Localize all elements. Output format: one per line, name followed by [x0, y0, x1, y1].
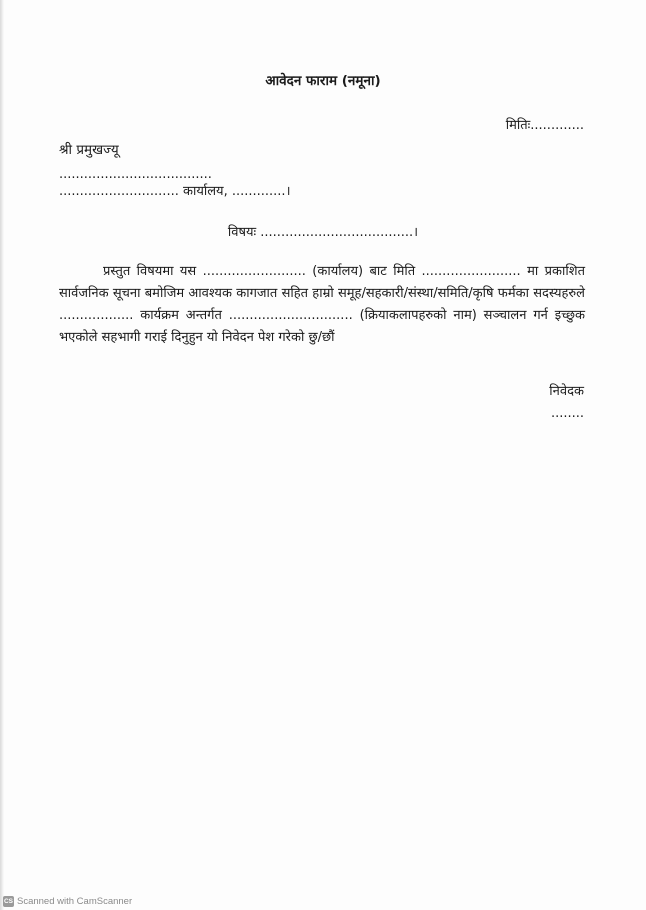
address-line-2: ............................. कार्यालय, .............।	[59, 184, 291, 199]
addressee: श्री प्रमुखज्यू	[59, 142, 119, 158]
subject-line: विषयः .....................................।	[227, 225, 419, 240]
signer-signature-line: ........	[550, 406, 584, 421]
form-title: आवेदन फाराम (नमूना)	[265, 73, 381, 89]
address-line-1: .....................................	[59, 167, 212, 182]
scan-edge-shadow	[0, 0, 4, 910]
camscanner-watermark	[3, 896, 132, 907]
camscanner-logo-icon: CS	[3, 898, 14, 905]
watermark-text: Scanned with CamScanner	[17, 896, 133, 907]
body-paragraph: प्रस्तुत विषयमा यस ......................... (कार्यालय) बाट मिति ........................ मा प्रकाशित सार्वजनिक सूचना बमोजिम आवश्यक कागजात सहित हाम्रो समूह/सहकारी/संस्था/समिति/कृषि फर्मका सदस्यहरुले .................. कार्यक्रम अन्तर्गत .............................. (क्रियाकलापहरुको नाम) सञ्चालन गर्न इच्छुक भएकोले सहभागी गराई दिनुहुन यो निवेदन पेश गरेको छु/छौं	[59, 264, 585, 345]
date-line: मितिः.............	[505, 118, 584, 133]
signer-label: निवेदक	[549, 384, 584, 399]
